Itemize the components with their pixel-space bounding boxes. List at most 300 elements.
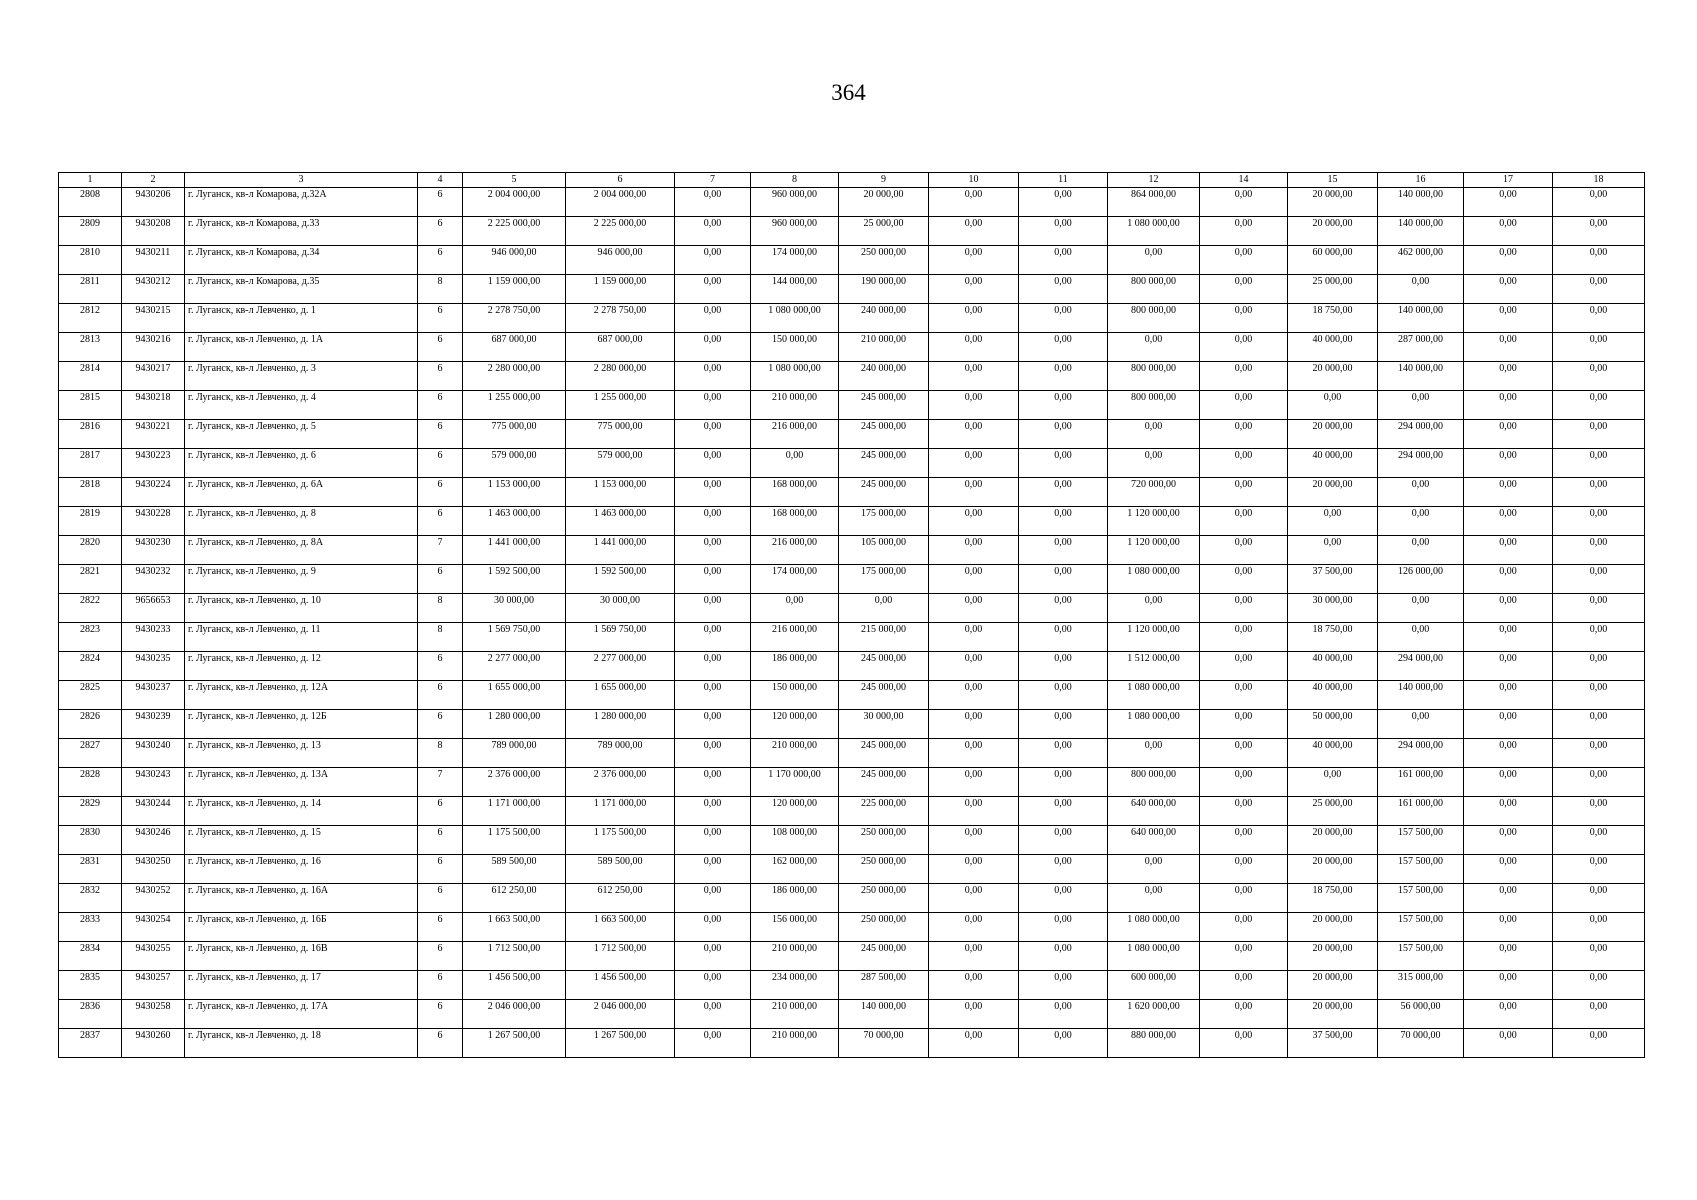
table-cell: 0,00 [1108, 855, 1200, 884]
table-cell: 1 080 000,00 [1108, 942, 1200, 971]
table-cell: 0,00 [675, 246, 751, 275]
table-cell: 9430224 [122, 478, 185, 507]
table-cell: 210 000,00 [751, 1000, 839, 1029]
table-cell: 0,00 [1019, 971, 1108, 1000]
table-cell: 9430239 [122, 710, 185, 739]
table-row [59, 594, 1645, 623]
table-cell: 245 000,00 [839, 449, 929, 478]
table-cell: 0,00 [1108, 884, 1200, 913]
column-header: 17 [1464, 173, 1553, 188]
table-cell: 190 000,00 [839, 275, 929, 304]
table-cell: 0,00 [1553, 420, 1645, 449]
table-cell: 0,00 [1108, 739, 1200, 768]
table-cell: 0,00 [1553, 652, 1645, 681]
table-cell: 579 000,00 [463, 449, 566, 478]
table-cell: 864 000,00 [1108, 188, 1200, 217]
table-cell: 0,00 [1553, 797, 1645, 826]
table-cell: 1 171 000,00 [463, 797, 566, 826]
address-cell: г. Луганск, кв-л Левченко, д. 10 [185, 594, 418, 623]
table-cell: 0,00 [1378, 478, 1464, 507]
table-cell: 9430252 [122, 884, 185, 913]
table-cell: 9430223 [122, 449, 185, 478]
table-cell: 70 000,00 [839, 1029, 929, 1058]
table-cell: 0,00 [1553, 217, 1645, 246]
table-cell: 315 000,00 [1378, 971, 1464, 1000]
table-cell: 0,00 [1200, 420, 1288, 449]
table-cell: 0,00 [675, 188, 751, 217]
table-cell: 2831 [59, 855, 122, 884]
table-cell: 2830 [59, 826, 122, 855]
table-cell: 0,00 [1553, 623, 1645, 652]
table-cell: 1 456 500,00 [463, 971, 566, 1000]
table-row [59, 623, 1645, 652]
table-cell: 800 000,00 [1108, 304, 1200, 333]
table-cell: 0,00 [1553, 275, 1645, 304]
table-cell: 250 000,00 [839, 884, 929, 913]
address-cell: г. Луганск, кв-л Левченко, д. 18 [185, 1029, 418, 1058]
table-row [59, 739, 1645, 768]
column-header: 15 [1288, 173, 1378, 188]
table-cell: 6 [418, 188, 463, 217]
table-row [59, 826, 1645, 855]
table-cell: 210 000,00 [751, 739, 839, 768]
table-cell: 0,00 [1200, 565, 1288, 594]
table-cell: 946 000,00 [463, 246, 566, 275]
table-cell: 20 000,00 [1288, 188, 1378, 217]
table-cell: 2 046 000,00 [566, 1000, 675, 1029]
table-cell: 245 000,00 [839, 768, 929, 797]
table-cell: 6 [418, 971, 463, 1000]
table-cell: 40 000,00 [1288, 333, 1378, 362]
table-cell: 2 004 000,00 [566, 188, 675, 217]
table-row [59, 507, 1645, 536]
table-cell: 0,00 [1019, 1000, 1108, 1029]
address-cell: г. Луганск, кв-л Левченко, д. 13 [185, 739, 418, 768]
table-cell: 0,00 [675, 826, 751, 855]
table-cell: 294 000,00 [1378, 449, 1464, 478]
table-row [59, 565, 1645, 594]
table-cell: 0,00 [1553, 507, 1645, 536]
table-cell: 946 000,00 [566, 246, 675, 275]
table-cell: 2 277 000,00 [566, 652, 675, 681]
table-cell: 175 000,00 [839, 565, 929, 594]
table-cell: 0,00 [1553, 536, 1645, 565]
address-cell: г. Луганск, кв-л Левченко, д. 12Б [185, 710, 418, 739]
table-cell: 2829 [59, 797, 122, 826]
table-cell: 9430237 [122, 681, 185, 710]
table-cell: 1 663 500,00 [566, 913, 675, 942]
page-number: 364 [831, 80, 866, 105]
table-cell: 161 000,00 [1378, 797, 1464, 826]
table-cell: 0,00 [675, 420, 751, 449]
address-cell: г. Луганск, кв-л Левченко, д. 14 [185, 797, 418, 826]
table-cell: 0,00 [675, 362, 751, 391]
table-cell: 1 463 000,00 [566, 507, 675, 536]
table-cell: 0,00 [675, 768, 751, 797]
table-cell: 140 000,00 [1378, 362, 1464, 391]
table-cell: 0,00 [1019, 1029, 1108, 1058]
table-cell: 0,00 [1200, 275, 1288, 304]
table-cell: 0,00 [1464, 362, 1553, 391]
address-cell: г. Луганск, кв-л Комарова, д.35 [185, 275, 418, 304]
table-cell: 0,00 [1200, 304, 1288, 333]
table-cell: 1 080 000,00 [1108, 681, 1200, 710]
table-cell: 2823 [59, 623, 122, 652]
table-cell: 0,00 [929, 217, 1019, 246]
table-cell: 0,00 [929, 246, 1019, 275]
table-cell: 0,00 [1200, 391, 1288, 420]
table-row [59, 768, 1645, 797]
table-cell: 0,00 [1108, 420, 1200, 449]
table-cell: 0,00 [929, 449, 1019, 478]
table-cell: 2817 [59, 449, 122, 478]
table-cell: 2809 [59, 217, 122, 246]
table-cell: 2 277 000,00 [463, 652, 566, 681]
table-cell: 2833 [59, 913, 122, 942]
table-cell: 2818 [59, 478, 122, 507]
address-cell: г. Луганск, кв-л Левченко, д. 11 [185, 623, 418, 652]
table-cell: 6 [418, 420, 463, 449]
table-cell: 462 000,00 [1378, 246, 1464, 275]
table-cell: 0,00 [1464, 275, 1553, 304]
table-cell: 2 376 000,00 [463, 768, 566, 797]
table-cell: 0,00 [1378, 507, 1464, 536]
table-cell: 20 000,00 [1288, 217, 1378, 246]
table-cell: 6 [418, 391, 463, 420]
address-cell: г. Луганск, кв-л Левченко, д. 15 [185, 826, 418, 855]
column-header: 10 [929, 173, 1019, 188]
table-cell: 612 250,00 [463, 884, 566, 913]
table-cell: 20 000,00 [1288, 855, 1378, 884]
table-cell: 0,00 [1553, 681, 1645, 710]
table-cell: 0,00 [1019, 478, 1108, 507]
table-cell: 0,00 [1553, 362, 1645, 391]
table-cell: 0,00 [1200, 217, 1288, 246]
table-cell: 9430235 [122, 652, 185, 681]
table-cell: 1 620 000,00 [1108, 1000, 1200, 1029]
table-cell: 0,00 [1019, 507, 1108, 536]
table-cell: 0,00 [1464, 478, 1553, 507]
table-cell: 2 376 000,00 [566, 768, 675, 797]
table-cell: 0,00 [1464, 913, 1553, 942]
table-cell: 245 000,00 [839, 420, 929, 449]
address-cell: г. Луганск, кв-л Левченко, д. 16А [185, 884, 418, 913]
table-cell: 0,00 [1019, 942, 1108, 971]
table-cell: 0,00 [1553, 333, 1645, 362]
table-cell: 0,00 [1464, 565, 1553, 594]
table-cell: 0,00 [1464, 884, 1553, 913]
table-cell: 0,00 [1378, 623, 1464, 652]
table-cell: 186 000,00 [751, 652, 839, 681]
table-cell: 240 000,00 [839, 362, 929, 391]
table-cell: 0,00 [1019, 652, 1108, 681]
table-cell: 0,00 [1200, 449, 1288, 478]
table-cell: 0,00 [1553, 768, 1645, 797]
table-cell: 18 750,00 [1288, 304, 1378, 333]
table-row [59, 449, 1645, 478]
table-cell: 9430255 [122, 942, 185, 971]
table-cell: 775 000,00 [463, 420, 566, 449]
table-cell: 25 000,00 [1288, 275, 1378, 304]
table-cell: 0,00 [1108, 449, 1200, 478]
table-cell: 120 000,00 [751, 797, 839, 826]
table-cell: 7 [418, 536, 463, 565]
table-cell: 0,00 [1464, 594, 1553, 623]
table-row [59, 217, 1645, 246]
table-cell: 0,00 [675, 275, 751, 304]
table-cell: 775 000,00 [566, 420, 675, 449]
table-cell: 0,00 [929, 420, 1019, 449]
table-cell: 2 278 750,00 [463, 304, 566, 333]
table-row [59, 362, 1645, 391]
table-cell: 157 500,00 [1378, 942, 1464, 971]
table-cell: 6 [418, 884, 463, 913]
table-cell: 0,00 [1464, 826, 1553, 855]
table-cell: 144 000,00 [751, 275, 839, 304]
table-cell: 210 000,00 [751, 391, 839, 420]
table-row [59, 1000, 1645, 1029]
address-cell: г. Луганск, кв-л Левченко, д. 1А [185, 333, 418, 362]
table-cell: 0,00 [929, 884, 1019, 913]
table-cell: 2835 [59, 971, 122, 1000]
table-cell: 0,00 [1019, 797, 1108, 826]
table-cell: 2832 [59, 884, 122, 913]
table-cell: 216 000,00 [751, 536, 839, 565]
table-cell: 1 267 500,00 [566, 1029, 675, 1058]
table-cell: 9430233 [122, 623, 185, 652]
table-row [59, 188, 1645, 217]
table-cell: 157 500,00 [1378, 884, 1464, 913]
table-cell: 0,00 [1200, 942, 1288, 971]
table-cell: 0,00 [1200, 536, 1288, 565]
table-row [59, 681, 1645, 710]
table-cell: 0,00 [1553, 913, 1645, 942]
table-cell: 216 000,00 [751, 420, 839, 449]
table-cell: 216 000,00 [751, 623, 839, 652]
table-cell: 0,00 [1019, 536, 1108, 565]
table-cell: 1 463 000,00 [463, 507, 566, 536]
table-cell: 1 280 000,00 [566, 710, 675, 739]
table-cell: 1 080 000,00 [1108, 913, 1200, 942]
table-cell: 225 000,00 [839, 797, 929, 826]
table-cell: 8 [418, 623, 463, 652]
table-cell: 8 [418, 739, 463, 768]
table-cell: 0,00 [675, 217, 751, 246]
table-cell: 9430260 [122, 1029, 185, 1058]
table-cell: 0,00 [929, 507, 1019, 536]
register-table [58, 172, 1645, 1058]
table-cell: 210 000,00 [751, 942, 839, 971]
table-cell: 0,00 [1464, 391, 1553, 420]
table-cell: 105 000,00 [839, 536, 929, 565]
table-cell: 2827 [59, 739, 122, 768]
table-cell: 2821 [59, 565, 122, 594]
table-row [59, 710, 1645, 739]
table-cell: 0,00 [1553, 188, 1645, 217]
table-cell: 0,00 [1553, 884, 1645, 913]
table-cell: 2837 [59, 1029, 122, 1058]
table-cell: 30 000,00 [463, 594, 566, 623]
table-cell: 9430230 [122, 536, 185, 565]
table-cell: 0,00 [1553, 1029, 1645, 1058]
table-row [59, 391, 1645, 420]
table-cell: 140 000,00 [1378, 304, 1464, 333]
table-cell: 1 267 500,00 [463, 1029, 566, 1058]
table-cell: 1 080 000,00 [1108, 710, 1200, 739]
table-row [59, 913, 1645, 942]
table-cell: 2826 [59, 710, 122, 739]
address-cell: г. Луганск, кв-л Левченко, д. 6 [185, 449, 418, 478]
table-cell: 9430232 [122, 565, 185, 594]
table-cell: 20 000,00 [1288, 420, 1378, 449]
table-cell: 25 000,00 [839, 217, 929, 246]
table-cell: 9430243 [122, 768, 185, 797]
table-cell: 0,00 [675, 478, 751, 507]
table-cell: 2 225 000,00 [463, 217, 566, 246]
address-cell: г. Луганск, кв-л Левченко, д. 16Б [185, 913, 418, 942]
table-cell: 2 280 000,00 [566, 362, 675, 391]
table-cell: 245 000,00 [839, 739, 929, 768]
table-cell: 0,00 [1200, 478, 1288, 507]
table-cell: 70 000,00 [1378, 1029, 1464, 1058]
table-cell: 0,00 [1553, 449, 1645, 478]
table-cell: 245 000,00 [839, 652, 929, 681]
table-cell: 0,00 [929, 1029, 1019, 1058]
table-cell: 0,00 [1288, 391, 1378, 420]
table-cell: 600 000,00 [1108, 971, 1200, 1000]
table-row [59, 971, 1645, 1000]
table-cell: 157 500,00 [1378, 913, 1464, 942]
table-cell: 9430254 [122, 913, 185, 942]
table-cell: 0,00 [1200, 188, 1288, 217]
table-cell: 175 000,00 [839, 507, 929, 536]
table-cell: 174 000,00 [751, 246, 839, 275]
table-cell: 215 000,00 [839, 623, 929, 652]
table-cell: 0,00 [1019, 333, 1108, 362]
column-header: 2 [122, 173, 185, 188]
table-cell: 0,00 [929, 681, 1019, 710]
table-cell: 0,00 [1464, 507, 1553, 536]
table-cell: 40 000,00 [1288, 652, 1378, 681]
table-cell: 0,00 [1019, 275, 1108, 304]
column-header: 12 [1108, 173, 1200, 188]
table-cell: 1 171 000,00 [566, 797, 675, 826]
table-cell: 0,00 [675, 1029, 751, 1058]
table-row [59, 652, 1645, 681]
address-cell: г. Луганск, кв-л Левченко, д. 8 [185, 507, 418, 536]
table-cell: 140 000,00 [839, 1000, 929, 1029]
table-cell: 0,00 [1464, 449, 1553, 478]
table-cell: 245 000,00 [839, 681, 929, 710]
table-row [59, 536, 1645, 565]
table-cell: 0,00 [1019, 855, 1108, 884]
table-cell: 0,00 [1464, 652, 1553, 681]
table-cell: 0,00 [1108, 246, 1200, 275]
table-cell: 6 [418, 652, 463, 681]
table-cell: 6 [418, 478, 463, 507]
table-row [59, 797, 1645, 826]
table-cell: 0,00 [1464, 304, 1553, 333]
address-cell: г. Луганск, кв-л Левченко, д. 3 [185, 362, 418, 391]
table-cell: 0,00 [929, 333, 1019, 362]
table-cell: 234 000,00 [751, 971, 839, 1000]
table-cell: 6 [418, 1000, 463, 1029]
address-cell: г. Луганск, кв-л Комарова, д.34 [185, 246, 418, 275]
table-cell: 0,00 [1464, 739, 1553, 768]
table-cell: 2824 [59, 652, 122, 681]
table-row [59, 884, 1645, 913]
address-cell: г. Луганск, кв-л Левченко, д. 17А [185, 1000, 418, 1029]
table-cell: 0,00 [1553, 246, 1645, 275]
table-cell: 0,00 [1200, 971, 1288, 1000]
column-header: 11 [1019, 173, 1108, 188]
table-cell: 0,00 [1200, 797, 1288, 826]
table-cell: 9430215 [122, 304, 185, 333]
table-cell: 37 500,00 [1288, 565, 1378, 594]
table-cell: 30 000,00 [566, 594, 675, 623]
table-cell: 0,00 [1553, 478, 1645, 507]
table-cell: 0,00 [1200, 710, 1288, 739]
table-cell: 0,00 [675, 855, 751, 884]
table-cell: 2811 [59, 275, 122, 304]
table-cell: 156 000,00 [751, 913, 839, 942]
table-cell: 0,00 [675, 391, 751, 420]
table-cell: 0,00 [1464, 710, 1553, 739]
address-cell: г. Луганск, кв-л Левченко, д. 1 [185, 304, 418, 333]
address-cell: г. Луганск, кв-л Левченко, д. 16 [185, 855, 418, 884]
table-cell: 2825 [59, 681, 122, 710]
table-cell: 0,00 [675, 507, 751, 536]
table-cell: 960 000,00 [751, 217, 839, 246]
table-cell: 245 000,00 [839, 391, 929, 420]
table-cell: 0,00 [929, 362, 1019, 391]
table-cell: 640 000,00 [1108, 826, 1200, 855]
table-cell: 8 [418, 275, 463, 304]
address-cell: г. Луганск, кв-л Левченко, д. 9 [185, 565, 418, 594]
table-cell: 9430218 [122, 391, 185, 420]
table-cell: 0,00 [1553, 565, 1645, 594]
table-cell: 0,00 [1464, 1000, 1553, 1029]
table-cell: 0,00 [1200, 768, 1288, 797]
table-cell: 150 000,00 [751, 333, 839, 362]
table-cell: 1 456 500,00 [566, 971, 675, 1000]
table-cell: 1 080 000,00 [751, 362, 839, 391]
table-cell: 2816 [59, 420, 122, 449]
header-row [59, 173, 1645, 188]
table-cell: 20 000,00 [1288, 942, 1378, 971]
table-cell: 2814 [59, 362, 122, 391]
table-cell: 0,00 [1553, 594, 1645, 623]
table-cell: 960 000,00 [751, 188, 839, 217]
table-cell: 0,00 [675, 942, 751, 971]
table-cell: 0,00 [1200, 623, 1288, 652]
table-cell: 294 000,00 [1378, 652, 1464, 681]
table-cell: 20 000,00 [1288, 913, 1378, 942]
table-cell: 25 000,00 [1288, 797, 1378, 826]
table-cell: 1 592 500,00 [463, 565, 566, 594]
table-cell: 2815 [59, 391, 122, 420]
table-cell: 186 000,00 [751, 884, 839, 913]
table-cell: 40 000,00 [1288, 681, 1378, 710]
table-cell: 1 655 000,00 [463, 681, 566, 710]
table-cell: 210 000,00 [839, 333, 929, 362]
table-cell: 6 [418, 1029, 463, 1058]
address-cell: г. Луганск, кв-л Комарова, д.33 [185, 217, 418, 246]
table-cell: 6 [418, 362, 463, 391]
table-cell: 0,00 [751, 594, 839, 623]
table-cell: 140 000,00 [1378, 188, 1464, 217]
table-cell: 6 [418, 797, 463, 826]
